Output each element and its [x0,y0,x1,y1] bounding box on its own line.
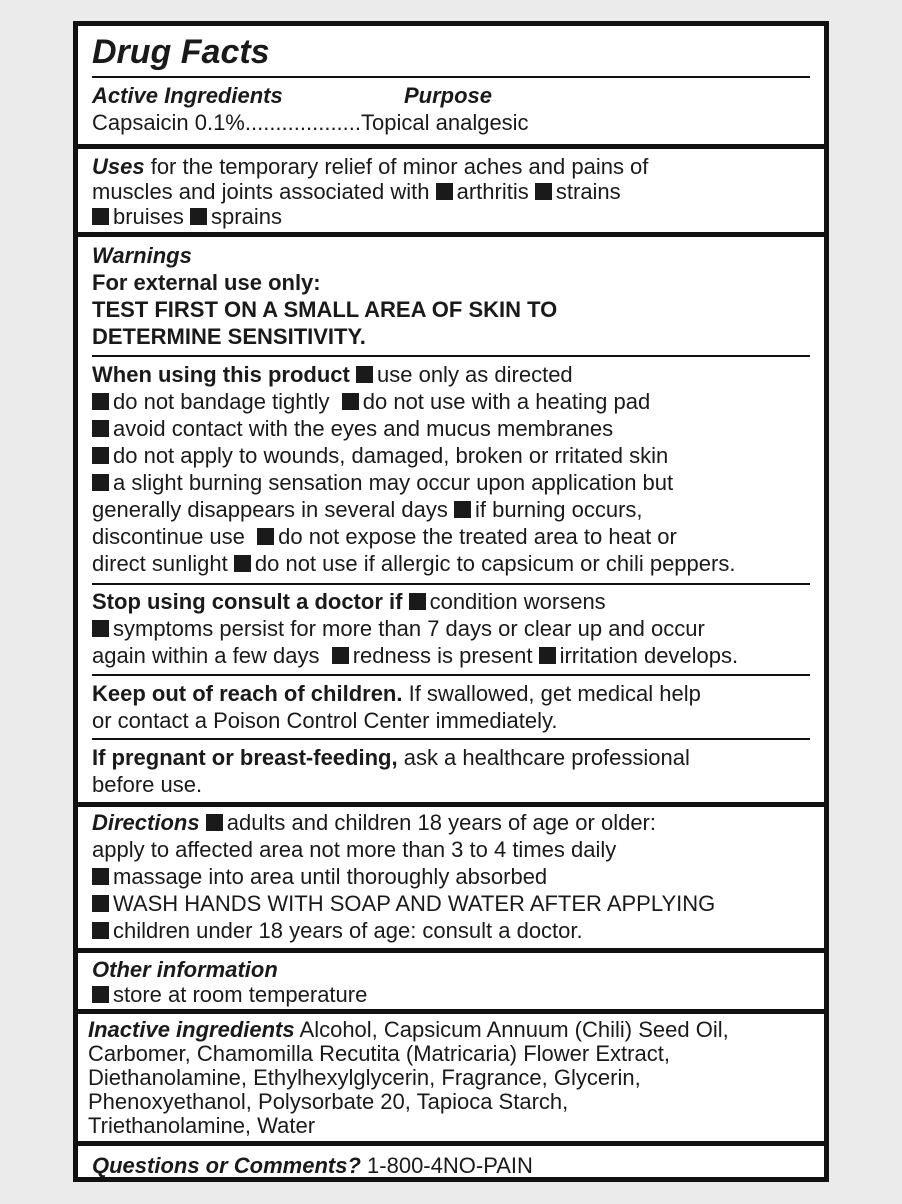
keep-out-heading: Keep out of reach of children. [92,681,403,706]
when-using-line [92,496,643,523]
warning-item: use only as directed [377,362,573,387]
active-purpose: Topical analgesic [361,110,529,135]
bullet-square [92,620,109,637]
bullet-square [190,208,207,225]
pregnant-line-2: before use. [92,772,203,797]
active-ingredient-row [92,109,529,136]
directions-line [92,890,715,917]
directions-line: apply to affected area not more than 3 to 4 times daily [92,837,617,862]
use-item: bruises [113,204,184,229]
uses-line-2 [92,178,621,205]
bullet-square [342,393,359,410]
divider [92,738,810,740]
questions-line [92,1152,533,1179]
warning-item: do not bandage tightly [113,389,330,414]
pregnant-heading: If pregnant or breast-feeding, [92,745,398,770]
inactive-line-5: Triethanolamine, Water [88,1113,316,1138]
warning-item: a slight burning sensation may occur upon application but [113,470,674,495]
uses-text: muscles and joints associated with [92,179,436,204]
inactive-line-1 [88,1018,729,1042]
active-ingredients-heading: Active Ingredients [92,83,283,108]
keep-out-line-1 [92,680,701,707]
bullet-square [409,593,426,610]
bullet-square [356,366,373,383]
uses-heading: Uses [92,154,145,179]
warning-item: generally disappears in several days [92,497,448,522]
inactive-text: Alcohol, Capsicum Annuum (Chili) Seed Oil, [294,1017,729,1042]
pregnant-text: ask a healthcare professional [397,745,690,770]
stop-item: symptoms persist for more than 7 days or clear up and occur [113,616,705,641]
drug-facts-panel [73,21,829,1182]
stop-using-line [92,588,606,615]
section-divider [78,948,824,953]
section-divider [78,144,824,149]
uses-line-1 [92,153,648,180]
use-item: arthritis [456,179,529,204]
leader-dots: ................... [244,110,362,135]
bullet-square [92,895,109,912]
divider [92,583,810,585]
bullet-square [234,555,251,572]
when-using-line [92,550,735,577]
bullet-square [92,208,109,225]
uses-line-3 [92,203,282,230]
bullet-square [332,647,349,664]
stop-item: again within a few days [92,643,320,668]
bullet-square [539,647,556,664]
when-using-line [92,388,650,415]
section-divider [78,1141,824,1146]
keep-out-text: If swallowed, get medical help [402,681,701,706]
directions-heading: Directions [92,810,200,835]
directions-line [92,863,547,890]
other-info-line [92,981,367,1008]
stop-using-line [92,615,705,642]
bullet-square [92,922,109,939]
bullet-square [257,528,274,545]
uses-text: for the temporary relief of minor aches and pains of [144,154,649,179]
direction-item: massage into area until thoroughly absorbed [113,864,548,889]
stop-using-line [92,642,738,669]
section-divider [78,802,824,807]
warning-item: do not expose the treated area to heat or [278,524,677,549]
section-divider [78,1009,824,1014]
stop-using-heading: Stop using consult a doctor if [92,589,403,614]
bullet-square [92,420,109,437]
directions-line [92,809,656,836]
test-first-line-1: TEST FIRST ON A SMALL AREA OF SKIN TO [92,297,558,322]
bullet-square [92,474,109,491]
test-first-line-2: DETERMINE SENSITIVITY. [92,324,366,349]
bullet-square [92,393,109,410]
keep-out-line-2: or contact a Poison Control Center immediately. [92,708,558,733]
when-using-line [92,469,673,496]
other-info-item: store at room temperature [113,982,368,1007]
bullet-square [92,868,109,885]
bullet-square [535,183,552,200]
inactive-line-3: Diethanolamine, Ethylhexylglycerin, Fragrance, Glycerin, [88,1065,641,1090]
warning-item: avoid contact with the eyes and mucus membranes [113,416,614,441]
warning-item: direct sunlight [92,551,228,576]
warning-item: discontinue use [92,524,245,549]
inactive-line-4: Phenoxyethanol, Polysorbate 20, Tapioca Starch, [88,1089,569,1114]
use-item: strains [555,179,621,204]
purpose-heading: Purpose [404,83,493,108]
inactive-heading: Inactive ingredients [88,1017,295,1042]
when-using-line [92,523,677,550]
drug-facts-title: Drug Facts [92,33,270,71]
section-divider [78,232,824,237]
questions-phone: 1-800-4NO-PAIN [360,1153,533,1178]
warnings-heading: Warnings [92,243,192,268]
when-using-line [92,415,613,442]
warning-item: if burning occurs, [475,497,643,522]
stop-item: irritation develops. [559,643,739,668]
stop-item: condition worsens [429,589,606,614]
active-ingredient: Capsaicin 0.1% [92,110,245,135]
other-info-heading: Other information [92,957,278,982]
directions-line [92,917,583,944]
divider [92,76,810,78]
bullet-square [206,814,223,831]
when-using-heading: When using this product [92,362,350,387]
use-item: sprains [211,204,282,229]
warning-item: do not use if allergic to capsicum or chili peppers. [254,551,736,576]
divider [92,674,810,676]
inactive-line-2: Carbomer, Chamomilla Recutita (Matricaria) Flower Extract, [88,1041,670,1066]
when-using-line [92,442,668,469]
when-using-line [92,361,573,388]
warning-item: do not apply to wounds, damaged, broken or rritated skin [113,443,669,468]
bullet-square [454,501,471,518]
direction-item: WASH HANDS WITH SOAP AND WATER AFTER APPLYING [113,891,716,916]
divider [92,355,810,357]
bullet-square [436,183,453,200]
bullet-square [92,447,109,464]
bullet-square [92,986,109,1003]
external-use-text: For external use only: [92,270,321,295]
direction-item: children under 18 years of age: consult a doctor. [113,918,583,943]
stop-item: redness is present [352,643,533,668]
warning-item: do not use with a heating pad [362,389,651,414]
direction-item: adults and children 18 years of age or older: [226,810,656,835]
pregnant-line-1 [92,744,690,771]
questions-heading: Questions or Comments? [92,1153,361,1178]
